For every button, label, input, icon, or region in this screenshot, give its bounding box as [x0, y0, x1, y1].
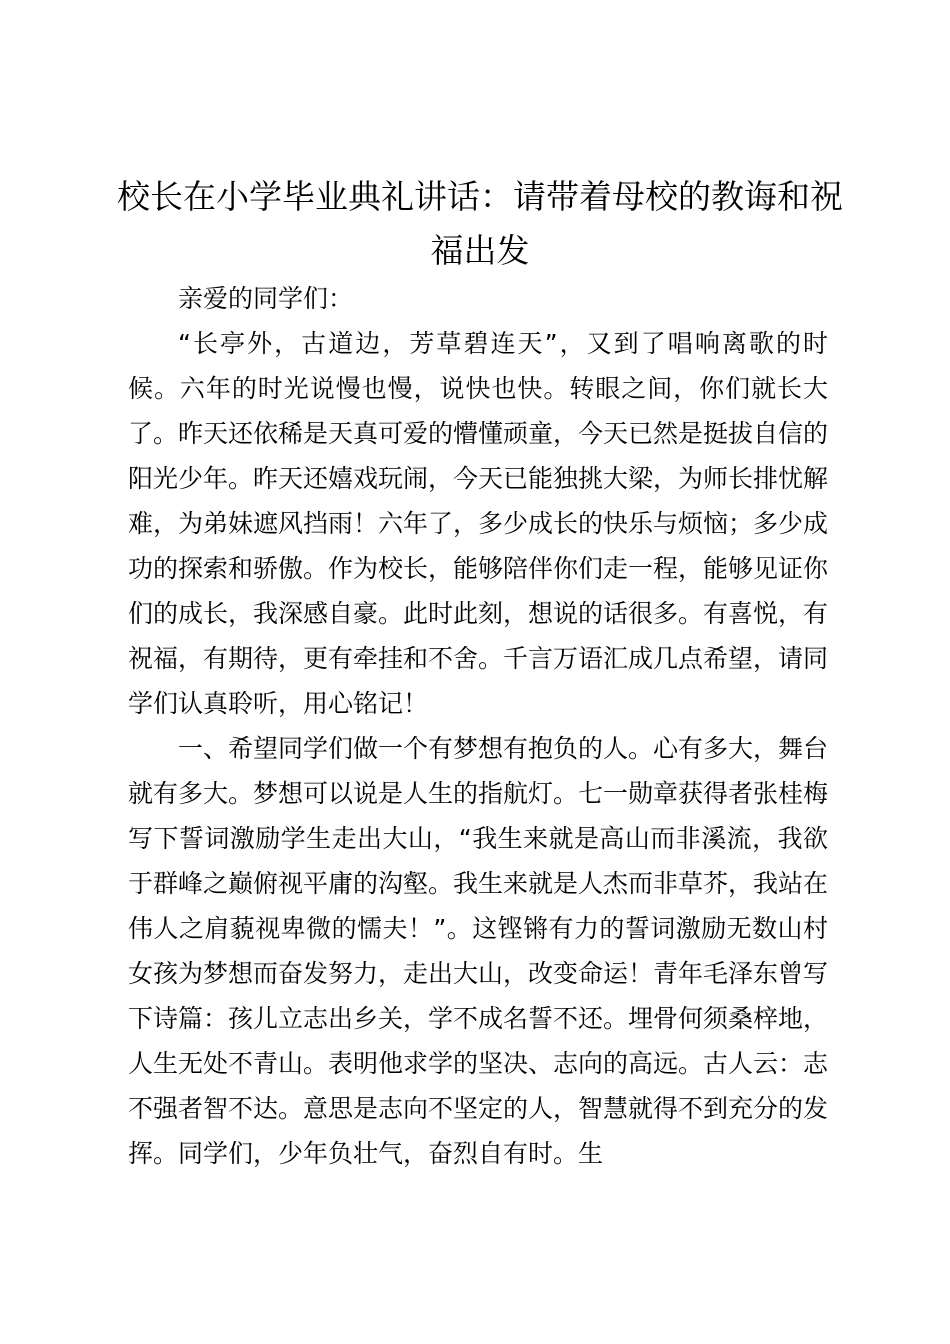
document-title: 校长在小学毕业典礼讲话：请带着母校的教诲和祝福出发: [117, 177, 843, 270]
paragraph-hope-one: 一、希望同学们做一个有梦想有抱负的人。心有多大，舞台就有多大。梦想可以说是人生的指航灯。七一勋章获得者张桂梅写下誓词激励学生走出大山，“我生来就是高山而非溪流，我欲于群峰之巅俯视平庸的沟壑。我生来就是人杰而非草芥，我站在伟人之肩藐视卑微的懦夫！”。这铿锵有力的誓词激励无数山村女孩为梦想而奋发努力，走出大山，改变命运！青年毛泽东曾写下诗篇：孩儿立志出乡关，学不成名誓不还。埋骨何须桑梓地，人生无处不青山。表明他求学的坚决、志向的高远。古人云：志不强者智不达。意思是志向不坚定的人，智慧就得不到充分的发挥。同学们，少年负壮气，奋烈自有时。生: [128, 734, 829, 1168]
paragraph-opening: “长亭外，古道边，芳草碧连天”，又到了唱响离歌的时候。六年的时光说慢也慢，说快也快。转眼之间，你们就长大了。昨天还依稀是天真可爱的懵懂顽童，今天已然是挺拔自信的阳光少年。昨天还嬉戏玩闹，今天已能独挑大梁，为师长排忧解难，为弟妹遮风挡雨！六年了，多少成长的快乐与烦恼；多少成功的探索和骄傲。作为校长，能够陪伴你们走一程，能够见证你们的成长，我深感自豪。此时此刻，想说的话很多。有喜悦，有祝福，有期待，更有牵挂和不舍。千言万语汇成几点希望，请同学们认真聆听，用心铭记！: [128, 329, 829, 718]
document-body: [128, 276, 828, 1176]
salutation: 亲爱的同学们：: [178, 284, 354, 313]
